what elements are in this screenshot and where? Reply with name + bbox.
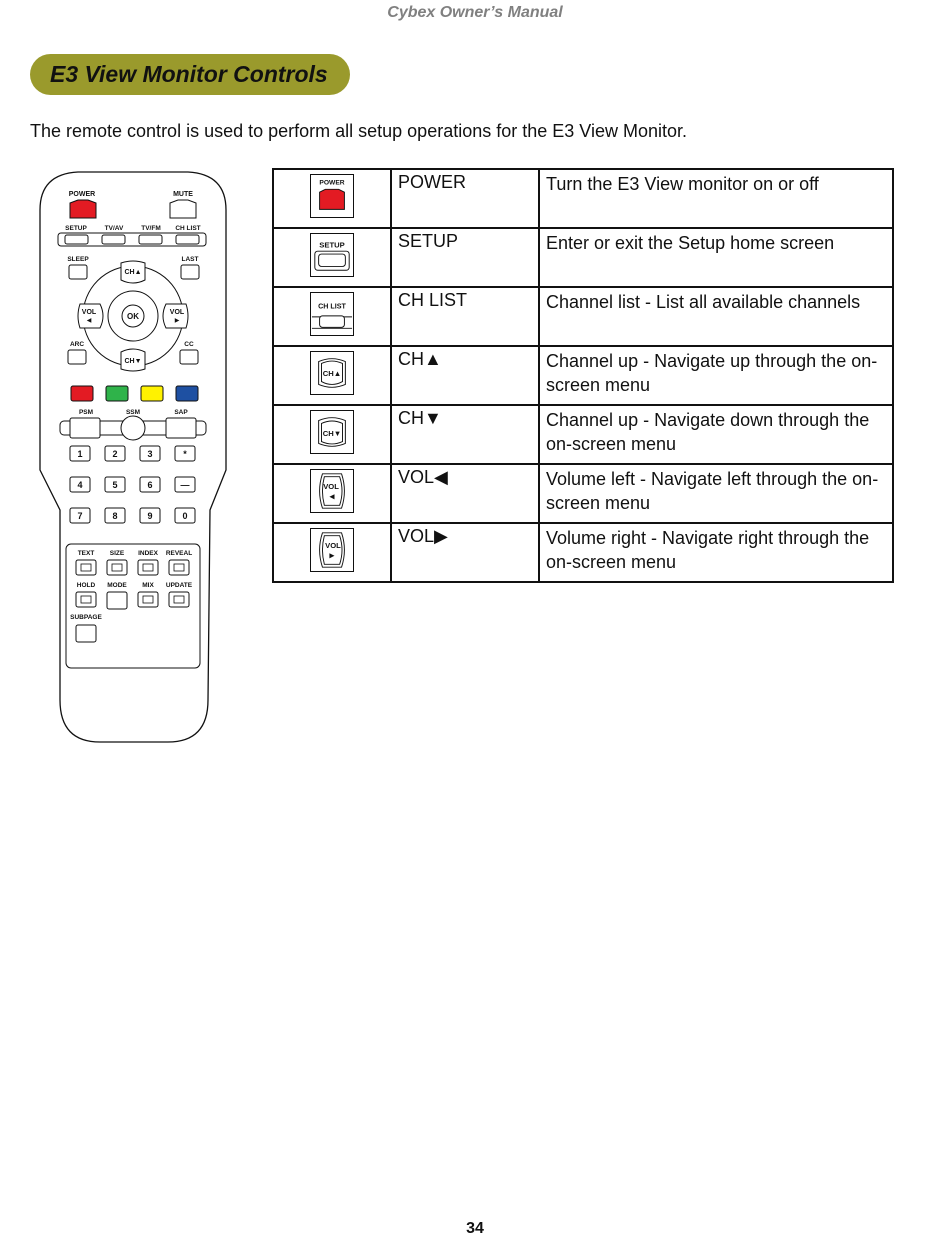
remote-key-6 bbox=[140, 477, 160, 492]
table-icon-cell bbox=[273, 287, 391, 346]
remote-vol-right-label: VOL bbox=[169, 309, 185, 316]
remote-key-3 bbox=[175, 446, 195, 461]
table-icon-cell bbox=[273, 346, 391, 405]
remote-size-label: SIZE bbox=[109, 550, 125, 557]
remote-key-2 bbox=[140, 446, 160, 461]
remote-hold-button bbox=[76, 592, 96, 607]
table-row bbox=[273, 523, 893, 582]
table-icon-cell bbox=[273, 405, 391, 464]
remote-yellow-button bbox=[141, 386, 163, 401]
remote-key-10 bbox=[140, 508, 160, 523]
section-heading-pill bbox=[30, 54, 350, 95]
table-control-description: Channel up - Navigate down through the on-screen menu bbox=[539, 405, 893, 464]
power-button-icon bbox=[310, 174, 354, 218]
remote-subpage-label: SUBPAGE bbox=[70, 614, 102, 621]
remote-tvfm-label: TV/FM bbox=[141, 225, 161, 232]
table-control-name: SETUP bbox=[391, 228, 539, 287]
svg-text:CH▼: CH▼ bbox=[322, 428, 342, 438]
setup-button-icon bbox=[310, 233, 354, 277]
svg-text:*: * bbox=[183, 449, 187, 459]
table-row bbox=[273, 464, 893, 523]
controls-table bbox=[272, 168, 894, 583]
remote-vol-left-button bbox=[78, 304, 103, 328]
table-icon-cell bbox=[273, 523, 391, 582]
remote-psm-label: PSM bbox=[78, 409, 94, 416]
table-control-description: Turn the E3 View monitor on or off bbox=[539, 169, 893, 228]
remote-arc-label: ARC bbox=[69, 341, 85, 348]
svg-text:6: 6 bbox=[147, 480, 153, 490]
table-control-description: Channel up - Navigate up through the on-screen menu bbox=[539, 346, 893, 405]
ch-down-button-icon bbox=[310, 410, 354, 454]
remote-mute-button bbox=[170, 200, 196, 218]
remote-power-label: POWER bbox=[68, 191, 96, 198]
table-control-description: Volume right - Navigate right through the on-screen menu bbox=[539, 523, 893, 582]
remote-ch-down-label: CH▼ bbox=[124, 358, 142, 365]
remote-sleep-label: SLEEP bbox=[67, 256, 89, 263]
remote-update-button bbox=[169, 592, 189, 607]
remote-key-0 bbox=[70, 446, 90, 461]
remote-key-5 bbox=[105, 477, 125, 492]
remote-ok-label: OK bbox=[127, 312, 139, 321]
remote-cc-label: CC bbox=[184, 341, 194, 348]
svg-text:CH▲: CH▲ bbox=[322, 368, 342, 378]
remote-power-button bbox=[70, 200, 96, 218]
svg-text:VOL: VOL bbox=[323, 482, 339, 492]
remote-mode-button bbox=[107, 592, 127, 609]
remote-key-4 bbox=[70, 477, 90, 492]
svg-text:POWER: POWER bbox=[319, 179, 345, 187]
section-title: E3 View Monitor Controls bbox=[50, 61, 328, 87]
remote-last-label: LAST bbox=[181, 256, 199, 263]
remote-key-8 bbox=[70, 508, 90, 523]
remote-update-label: UPDATE bbox=[165, 582, 193, 589]
remote-ssm-label: SSM bbox=[125, 409, 141, 416]
table-control-name: VOL◀ bbox=[391, 464, 539, 523]
remote-sap-label: SAP bbox=[174, 409, 188, 416]
svg-text:1: 1 bbox=[77, 449, 83, 459]
remote-tvfm-button bbox=[139, 235, 162, 244]
remote-tvav-label: TV/AV bbox=[104, 225, 124, 232]
remote-sleep-button bbox=[69, 265, 87, 279]
remote-vol-left-arrow: ◀ bbox=[86, 318, 92, 324]
page-number: 34 bbox=[466, 1220, 484, 1237]
remote-subpage-button bbox=[76, 625, 96, 642]
svg-text:0: 0 bbox=[182, 511, 188, 521]
remote-hold-label: HOLD bbox=[76, 582, 96, 589]
remote-ch-up-label: CH▲ bbox=[124, 269, 142, 276]
remote-text-label: TEXT bbox=[77, 550, 95, 557]
remote-index-button bbox=[138, 560, 158, 575]
table-control-name: CH▼ bbox=[391, 405, 539, 464]
remote-chlist-label: CH LIST bbox=[175, 225, 201, 232]
svg-text:◀: ◀ bbox=[329, 493, 335, 501]
svg-text:8: 8 bbox=[112, 511, 118, 521]
remote-key-7 bbox=[175, 477, 195, 492]
table-row bbox=[273, 405, 893, 464]
table-row bbox=[273, 169, 893, 228]
remote-key-9 bbox=[105, 508, 125, 523]
remote-control-illustration bbox=[38, 170, 230, 746]
remote-arc-button bbox=[68, 350, 86, 364]
remote-last-button bbox=[181, 265, 199, 279]
remote-mode-label: MODE bbox=[107, 582, 127, 589]
remote-text-button bbox=[76, 560, 96, 575]
svg-text:2: 2 bbox=[112, 449, 118, 459]
table-control-name: POWER bbox=[391, 169, 539, 228]
remote-key-1 bbox=[105, 446, 125, 461]
svg-text:▶: ▶ bbox=[329, 552, 335, 560]
remote-green-button bbox=[106, 386, 128, 401]
table-control-name: CH▲ bbox=[391, 346, 539, 405]
table-icon-cell bbox=[273, 228, 391, 287]
remote-key-11 bbox=[175, 508, 195, 523]
table-row bbox=[273, 228, 893, 287]
ch-list-button-icon bbox=[310, 292, 354, 336]
svg-text:4: 4 bbox=[77, 480, 83, 490]
svg-text:7: 7 bbox=[77, 511, 83, 521]
remote-vol-right-button bbox=[163, 304, 188, 328]
table-control-description: Enter or exit the Setup home screen bbox=[539, 228, 893, 287]
remote-control-drawing bbox=[38, 170, 230, 746]
remote-mute-label: MUTE bbox=[173, 191, 193, 198]
remote-size-button bbox=[107, 560, 127, 575]
remote-blue-button bbox=[176, 386, 198, 401]
manual-header: Cybex Owner’s Manual bbox=[387, 4, 563, 21]
svg-text:SETUP: SETUP bbox=[319, 240, 345, 250]
svg-text:5: 5 bbox=[112, 480, 118, 490]
ch-up-button-icon bbox=[310, 351, 354, 395]
table-control-name: VOL▶ bbox=[391, 523, 539, 582]
vol-left-button-icon bbox=[310, 469, 354, 513]
table-control-description: Channel list - List all available channels bbox=[539, 287, 893, 346]
table-icon-cell bbox=[273, 464, 391, 523]
svg-text:CH LIST: CH LIST bbox=[318, 302, 346, 311]
remote-vol-right-arrow: ▶ bbox=[174, 318, 180, 324]
remote-mix-label: MIX bbox=[142, 582, 154, 589]
remote-sap-button bbox=[166, 418, 196, 438]
table-row bbox=[273, 346, 893, 405]
remote-setup-label: SETUP bbox=[65, 225, 87, 232]
vol-right-button-icon bbox=[310, 528, 354, 572]
remote-ssm-button bbox=[121, 416, 145, 440]
remote-psm-button bbox=[70, 418, 100, 438]
table-control-description: Volume left - Navigate left through the on-screen menu bbox=[539, 464, 893, 523]
remote-mix-button bbox=[138, 592, 158, 607]
remote-reveal-button bbox=[169, 560, 189, 575]
table-control-name: CH LIST bbox=[391, 287, 539, 346]
svg-text:3: 3 bbox=[147, 449, 153, 459]
remote-tvav-button bbox=[102, 235, 125, 244]
remote-index-label: INDEX bbox=[138, 550, 158, 557]
intro-text: The remote control is used to perform all setup operations for the E3 View Monitor. bbox=[30, 121, 687, 141]
remote-chlist-button bbox=[176, 235, 199, 244]
svg-text:9: 9 bbox=[147, 511, 153, 521]
remote-red-button bbox=[71, 386, 93, 401]
remote-vol-left-label: VOL bbox=[81, 309, 97, 316]
remote-reveal-label: REVEAL bbox=[165, 550, 193, 557]
remote-setup-button bbox=[65, 235, 88, 244]
remote-cc-button bbox=[180, 350, 198, 364]
svg-text:—: — bbox=[180, 480, 190, 490]
svg-text:VOL: VOL bbox=[325, 541, 341, 551]
table-row bbox=[273, 287, 893, 346]
table-icon-cell bbox=[273, 169, 391, 228]
